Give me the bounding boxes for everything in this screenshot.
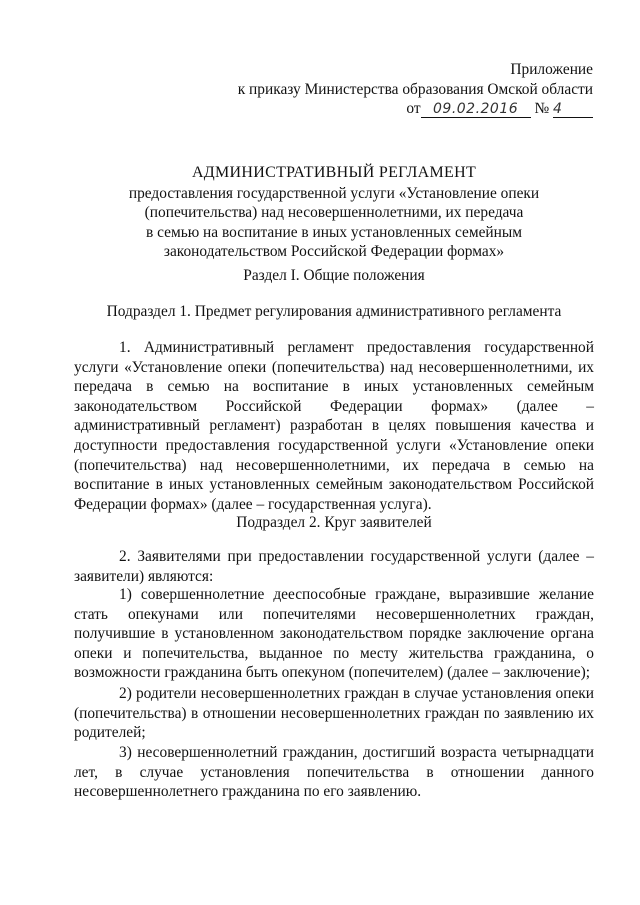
list-item-1: 1) совершеннолетние дееспособные граждане, выразившие желание стать опекунами или попечителями несовершеннолетних граждан, получившие в установленном законодательством порядке заключение органа опеки и попечительства, выданное по месту жительства гражданина, о возможности гражданина быть опекуном (попечителем) (далее – заключение); — [74, 586, 594, 682]
appendix-label: Приложение — [510, 61, 593, 78]
order-reference: к приказу Министерства образования Омской области — [237, 80, 593, 98]
subtitle-line: законодательством Российской Федерации формах» — [163, 243, 505, 261]
subtitle-line: в семью на воспитание в иных установленных семейным — [145, 223, 522, 241]
document-title: АДМИНИСТРАТИВНЫЙ РЕГЛАМЕНТ — [191, 164, 477, 181]
handwritten-number: 4 — [553, 101, 593, 118]
handwritten-date: 09.02.2016 — [421, 101, 531, 118]
from-label: от — [406, 100, 421, 118]
subtitle-line: предоставления государственной услуги «Установление опеки — [128, 184, 540, 202]
paragraph-1: 1. Административный регламент предоставления государственной услуги «Установление опеки (попечительства) над несовершеннолетними, их передача в семью на воспитание в иных установленных семейным законодательством Российской Федерации формах» (далее – административный регламент) разработан в целях повышения качества и доступности предоставления государственной услуги «Установление опеки (попечительства) над несовершеннолетними, их передача в семью на воспитание в иных установленных семейным законодательством Российской Федерации формах» (далее – государственная услуга). — [74, 339, 594, 513]
appendix-header — [173, 60, 593, 119]
number-label: № — [534, 100, 550, 118]
paragraph-2: 2. Заявителями при предоставлении государственной услуги (далее – заявители) являются: — [74, 548, 594, 585]
list-item-3: 3) несовершеннолетний гражданин, достигший возраста четырнадцати лет, в случае установления попечительства в отношении данного несовершеннолетнего гражданина по его заявлению. — [74, 744, 594, 801]
order-date-line — [173, 99, 593, 119]
document-title-block — [74, 163, 594, 262]
section-heading: Раздел I. Общие положения — [243, 267, 425, 284]
list-item-2: 2) родители несовершеннолетних граждан в случае установления опеки (попечительства) в отношении несовершеннолетних граждан по заявлению их родителей; — [74, 685, 594, 742]
subtitle-line: (попечительства) над несовершеннолетними, их передача — [144, 204, 524, 222]
subsection-heading-2: Подраздел 2. Круг заявителей — [236, 514, 432, 531]
subsection-heading: Подраздел 1. Предмет регулирования административного регламента — [106, 303, 562, 320]
